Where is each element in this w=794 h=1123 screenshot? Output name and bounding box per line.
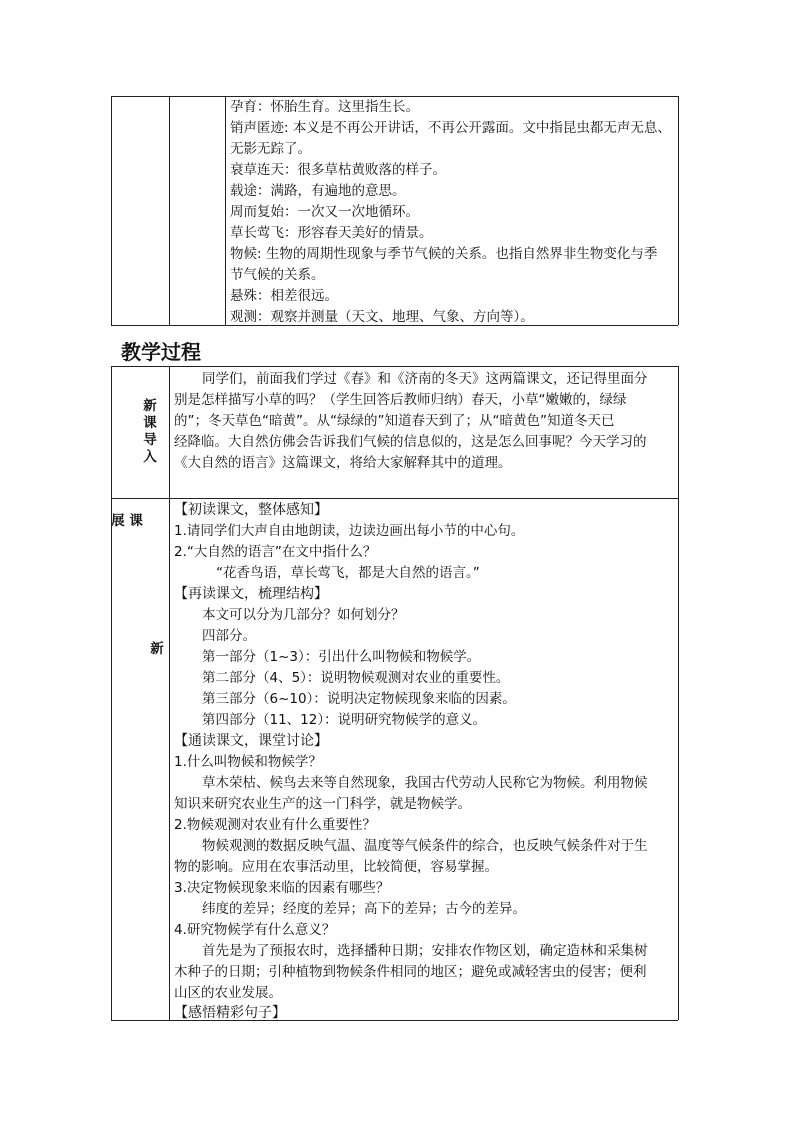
- vocab-line: 物候: 生物的周期性现象与季节气候的关系。也指自然界非生物变化与季: [230, 246, 658, 262]
- content-line: 木种子的日期；引种植物到物候条件相同的地区；避免或减轻害虫的侵害；便利: [174, 964, 647, 980]
- content-line: 本文可以分为几部分？如何划分？: [202, 607, 405, 623]
- content-line: 1.请同学们大声自由地朗读，边读边画出每小节的中心句。: [174, 523, 525, 539]
- content-line: 山区的农业发展。: [174, 985, 282, 1001]
- vocab-line: 无影无踪了。: [230, 141, 311, 157]
- step-heading: 【通读课文，课堂讨论】: [174, 733, 328, 749]
- vocab-line: 孕育：怀胎生育。这里指生长。: [230, 99, 419, 115]
- intro-line: 的”；冬天草色“暗黄”。从“绿绿的”知道春天到了；从“暗黄色”知道冬天已: [174, 413, 615, 429]
- step-heading: 【初读课文，整体感知】: [174, 502, 328, 518]
- vocab-line: 草长莺飞：形容春天美好的情景。: [230, 225, 433, 241]
- intro-line: 别是怎样描写小草的吗？（学生回答后教师归纳）春天，小草“嫩嫩的，绿绿: [174, 392, 627, 408]
- vocab-line: 载途：满路，有遍地的意思。: [230, 183, 406, 199]
- content-line: 纬度的差异；经度的差异；高下的差异；古今的差异。: [202, 901, 526, 917]
- intro-label-char: 入: [143, 449, 157, 465]
- intro-label-char: 课: [143, 415, 157, 431]
- content-line: “花香鸟语，草长莺飞，都是大自然的语言。”: [216, 565, 480, 581]
- intro-label-char: 导: [143, 432, 157, 448]
- content-line: 第四部分（11、12）：说明研究物候学的意义。: [202, 712, 487, 728]
- section-title: 教学过程: [121, 340, 201, 364]
- main-row-label-top: 展 课: [111, 513, 143, 529]
- content-line: 物候观测的数据反映气温、温度等气候条件的综合，也反映气候条件对于生: [202, 838, 648, 854]
- content-line: 第一部分（1~3）：引出什么叫物候和物候学。: [202, 649, 481, 665]
- vocab-line: 周而复始：一次又一次地循环。: [230, 204, 419, 220]
- content-line: 2.物候观测对农业有什么重要性？: [174, 817, 376, 833]
- intro-label-char: 新: [143, 398, 157, 414]
- intro-line: 同学们，前面我们学过《春》和《济南的冬天》这两篇课文，还记得里面分: [202, 371, 648, 387]
- vocab-line: 节气候的关系。: [230, 267, 325, 283]
- content-line: 四部分。: [202, 628, 256, 644]
- intro-line: 《大自然的语言》这篇课文，将给大家解释其中的道理。: [174, 455, 512, 471]
- vocab-line: 衰草连天：很多草枯黄败落的样子。: [230, 162, 446, 178]
- content-line: 4.研究物候学有什么意义？: [174, 922, 336, 938]
- content-line: 3.决定物候现象来临的因素有哪些？: [174, 880, 390, 896]
- content-line: 第三部分（6~10）：说明决定物候现象来临的因素。: [202, 691, 516, 707]
- step-heading: 【感悟精彩句子】: [174, 1005, 286, 1021]
- intro-line: 经降临。大自然仿佛会告诉我们气候的信息似的，这是怎么回事呢？今天学习的: [174, 434, 647, 450]
- content-line: 首先是为了预报农时，选择播种日期；安排农作物区划，确定造林和采集树: [202, 943, 648, 959]
- vocab-line: 观测：观察并测量（天文、地理、气象、方向等）。: [230, 309, 534, 325]
- content-line: 草木荣枯、候鸟去来等自然现象，我国古代劳动人民称它为物候。利用物候: [202, 775, 648, 791]
- content-line: 2.“大自然的语言”在文中指什么？: [174, 544, 377, 560]
- content-line: 知识来研究农业生产的这一门科学，就是物候学。: [174, 796, 471, 812]
- content-line: 第二部分（4、5）：说明物候观测对农业的重要性。: [202, 670, 510, 686]
- step-heading: 【再读课文，梳理结构】: [174, 586, 328, 602]
- main-row-label-mid: 新: [150, 641, 164, 657]
- intro-row-label: [141, 398, 159, 466]
- content-line: 物的影响。应用在农事活动里，比较简便，容易掌握。: [174, 859, 498, 875]
- vocab-line: 悬殊：相差很远。: [230, 288, 338, 304]
- content-line: 1.什么叫物候和物候学？: [174, 754, 322, 770]
- vocab-line: 销声匿迹: 本义是不再公开讲话，不再公开露面。文中指昆虫都无声无息、: [230, 120, 671, 136]
